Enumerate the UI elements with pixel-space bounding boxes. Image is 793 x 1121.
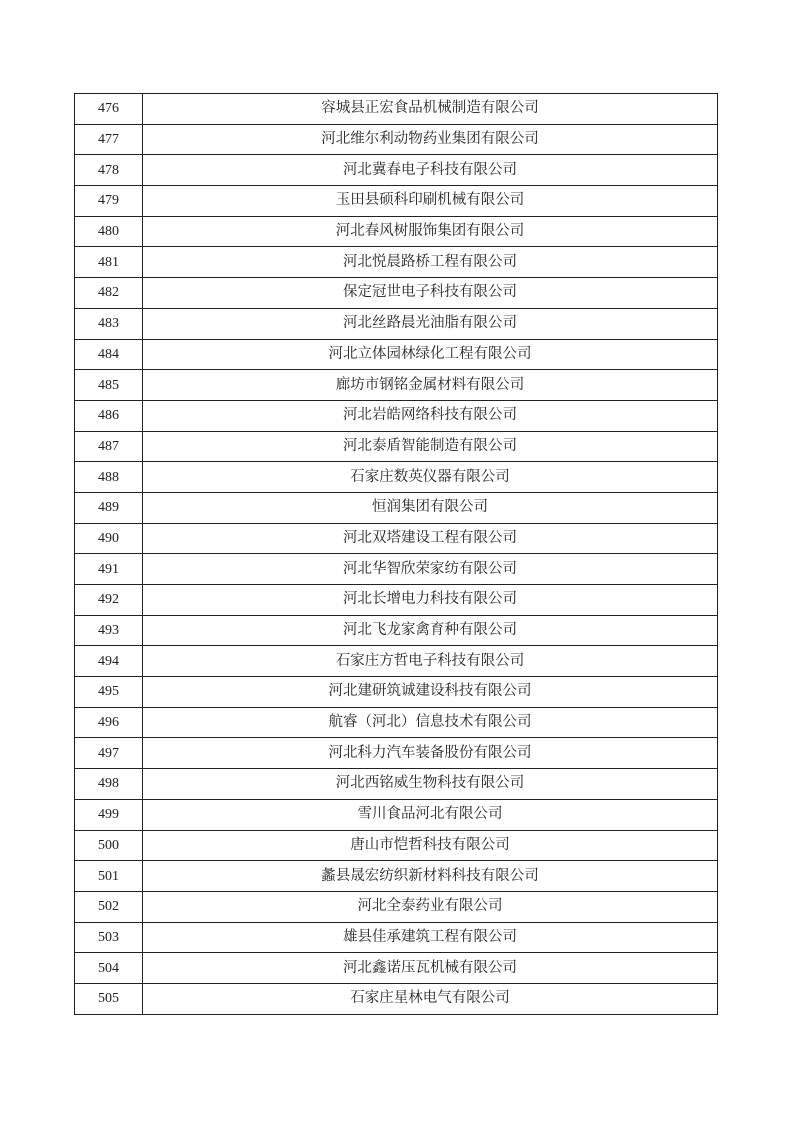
company-name: 河北华智欣荣家纺有限公司	[143, 554, 718, 585]
company-name: 唐山市恺哲科技有限公司	[143, 830, 718, 861]
row-number: 484	[75, 339, 143, 370]
row-number: 477	[75, 124, 143, 155]
table-row	[75, 615, 718, 646]
table-row	[75, 953, 718, 984]
row-number: 480	[75, 216, 143, 247]
table-row	[75, 738, 718, 769]
table-row	[75, 523, 718, 554]
company-name: 航睿（河北）信息技术有限公司	[143, 707, 718, 738]
row-number: 494	[75, 646, 143, 677]
table-row	[75, 431, 718, 462]
company-name: 河北建研筑诚建设科技有限公司	[143, 677, 718, 708]
table-row	[75, 155, 718, 186]
table-row	[75, 492, 718, 523]
company-name: 容城县正宏食品机械制造有限公司	[143, 94, 718, 125]
row-number: 476	[75, 94, 143, 125]
row-number: 482	[75, 278, 143, 309]
table-row	[75, 216, 718, 247]
company-name: 玉田县硕科印刷机械有限公司	[143, 186, 718, 217]
row-number: 485	[75, 370, 143, 401]
company-name: 河北维尔利动物药业集团有限公司	[143, 124, 718, 155]
table-row	[75, 400, 718, 431]
table-row	[75, 186, 718, 217]
row-number: 498	[75, 769, 143, 800]
row-number: 502	[75, 891, 143, 922]
row-number: 500	[75, 830, 143, 861]
table-row	[75, 585, 718, 616]
company-name: 恒润集团有限公司	[143, 492, 718, 523]
row-number: 493	[75, 615, 143, 646]
company-name: 石家庄数英仪器有限公司	[143, 462, 718, 493]
company-name: 河北悦晨路桥工程有限公司	[143, 247, 718, 278]
company-name: 河北春风树服饰集团有限公司	[143, 216, 718, 247]
row-number: 481	[75, 247, 143, 278]
company-name: 河北冀春电子科技有限公司	[143, 155, 718, 186]
company-name: 河北双塔建设工程有限公司	[143, 523, 718, 554]
row-number: 492	[75, 585, 143, 616]
row-number: 488	[75, 462, 143, 493]
company-name: 石家庄方哲电子科技有限公司	[143, 646, 718, 677]
row-number: 496	[75, 707, 143, 738]
table-row	[75, 769, 718, 800]
table-row	[75, 339, 718, 370]
table-row	[75, 707, 718, 738]
table-row	[75, 124, 718, 155]
company-name: 河北丝路晨光油脂有限公司	[143, 308, 718, 339]
company-name: 河北泰盾智能制造有限公司	[143, 431, 718, 462]
company-name: 蠡县晟宏纺织新材料科技有限公司	[143, 861, 718, 892]
company-name: 雪川食品河北有限公司	[143, 799, 718, 830]
row-number: 491	[75, 554, 143, 585]
company-name: 河北长增电力科技有限公司	[143, 585, 718, 616]
table-row	[75, 278, 718, 309]
row-number: 501	[75, 861, 143, 892]
table-row	[75, 861, 718, 892]
company-name: 河北鑫诺压瓦机械有限公司	[143, 953, 718, 984]
table-row	[75, 922, 718, 953]
company-name: 河北全泰药业有限公司	[143, 891, 718, 922]
company-name: 保定冠世电子科技有限公司	[143, 278, 718, 309]
row-number: 486	[75, 400, 143, 431]
row-number: 504	[75, 953, 143, 984]
company-name: 河北飞龙家禽育种有限公司	[143, 615, 718, 646]
table-row	[75, 94, 718, 125]
company-name: 石家庄星林电气有限公司	[143, 983, 718, 1014]
row-number: 479	[75, 186, 143, 217]
table-body	[75, 94, 718, 1015]
row-number: 487	[75, 431, 143, 462]
table-row	[75, 983, 718, 1014]
row-number: 505	[75, 983, 143, 1014]
row-number: 483	[75, 308, 143, 339]
row-number: 495	[75, 677, 143, 708]
table-row	[75, 799, 718, 830]
row-number: 497	[75, 738, 143, 769]
company-list-table	[74, 93, 718, 1015]
row-number: 499	[75, 799, 143, 830]
row-number: 478	[75, 155, 143, 186]
row-number: 489	[75, 492, 143, 523]
table-row	[75, 646, 718, 677]
table-row	[75, 554, 718, 585]
row-number: 490	[75, 523, 143, 554]
row-number: 503	[75, 922, 143, 953]
company-name: 河北岩皓网络科技有限公司	[143, 400, 718, 431]
table-row	[75, 830, 718, 861]
company-name: 河北西铭威生物科技有限公司	[143, 769, 718, 800]
company-name: 河北科力汽车装备股份有限公司	[143, 738, 718, 769]
table-row	[75, 308, 718, 339]
table-row	[75, 247, 718, 278]
company-name: 雄县佳承建筑工程有限公司	[143, 922, 718, 953]
table-row	[75, 677, 718, 708]
table-row	[75, 462, 718, 493]
company-name: 河北立体园林绿化工程有限公司	[143, 339, 718, 370]
table-row	[75, 370, 718, 401]
company-name: 廊坊市钢铭金属材料有限公司	[143, 370, 718, 401]
table-row	[75, 891, 718, 922]
